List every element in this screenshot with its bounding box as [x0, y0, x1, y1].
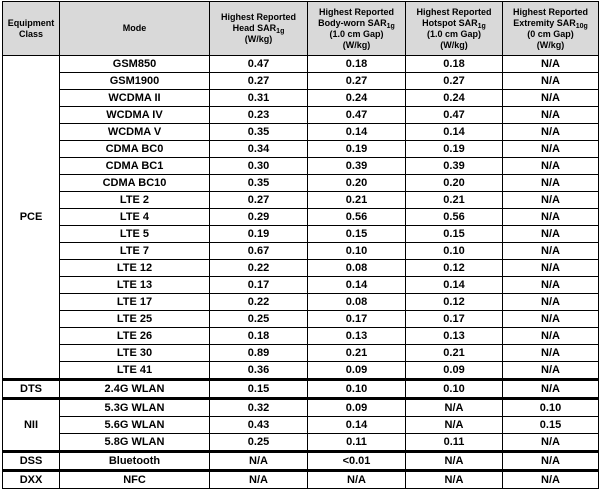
table-row — [3, 226, 599, 243]
table-row — [3, 260, 599, 277]
hotspot-sar-cell: 0.19 — [406, 141, 503, 158]
extremity-sar-cell: N/A — [503, 311, 599, 328]
mode-cell: CDMA BC10 — [60, 175, 210, 192]
head-sar-cell: 0.25 — [210, 434, 308, 452]
extremity-sar-cell: N/A — [503, 107, 599, 124]
head-sar-cell: 0.67 — [210, 243, 308, 260]
hotspot-sar-cell: N/A — [406, 399, 503, 417]
head-sar-cell: 0.17 — [210, 277, 308, 294]
head-sar-cell: 0.27 — [210, 192, 308, 209]
table-row — [3, 362, 599, 380]
header-body-line4: (W/kg) — [342, 39, 371, 50]
body-worn-sar-cell: 0.13 — [308, 328, 406, 345]
header-hotspot-sar-sub: 1g — [477, 22, 486, 30]
table-row — [3, 90, 599, 107]
mode-cell: LTE 30 — [60, 345, 210, 362]
head-sar-cell: 0.35 — [210, 175, 308, 192]
table-row — [3, 311, 599, 328]
table-row — [3, 175, 599, 192]
hotspot-sar-cell: 0.14 — [406, 277, 503, 294]
body-worn-sar-cell: 0.21 — [308, 345, 406, 362]
hotspot-sar-cell: 0.56 — [406, 209, 503, 226]
extremity-sar-cell: N/A — [503, 124, 599, 141]
extremity-sar-cell: N/A — [503, 175, 599, 192]
mode-cell: WCDMA IV — [60, 107, 210, 124]
table-row — [3, 209, 599, 226]
extremity-sar-cell: N/A — [503, 434, 599, 452]
equipment-class-cell: DXX — [3, 471, 60, 489]
header-extremity-line1: Highest Reported — [512, 6, 588, 17]
header-hotspot-sar — [406, 2, 503, 56]
header-head-sar — [210, 2, 308, 56]
head-sar-cell: 0.29 — [210, 209, 308, 226]
body-worn-sar-cell: 0.08 — [308, 294, 406, 311]
table-body — [3, 56, 599, 489]
body-worn-sar-cell: 0.09 — [308, 362, 406, 380]
hotspot-sar-cell: 0.47 — [406, 107, 503, 124]
header-extremity-line2 — [503, 18, 598, 29]
extremity-sar-cell: N/A — [503, 158, 599, 175]
sar-summary-table — [2, 1, 599, 489]
mode-cell: WCDMA V — [60, 124, 210, 141]
header-head-line3: (W/kg) — [244, 34, 273, 44]
head-sar-cell: 0.22 — [210, 260, 308, 277]
table-row — [3, 417, 599, 434]
mode-cell: LTE 13 — [60, 277, 210, 294]
header-hotspot-line4: (W/kg) — [440, 39, 468, 50]
extremity-sar-cell: N/A — [503, 380, 599, 399]
table-row — [3, 158, 599, 175]
hotspot-sar-cell: 0.24 — [406, 90, 503, 107]
header-body-line2 — [308, 18, 405, 29]
mode-cell: LTE 7 — [60, 243, 210, 260]
header-row — [3, 2, 599, 56]
body-worn-sar-cell: 0.15 — [308, 226, 406, 243]
body-worn-sar-cell: N/A — [308, 471, 406, 489]
hotspot-sar-cell: N/A — [406, 471, 503, 489]
head-sar-cell: 0.15 — [210, 380, 308, 399]
head-sar-cell: 0.35 — [210, 124, 308, 141]
extremity-sar-cell: N/A — [503, 328, 599, 345]
header-body-worn-sar — [308, 2, 406, 56]
table-row — [3, 277, 599, 294]
head-sar-cell: 0.23 — [210, 107, 308, 124]
table-row — [3, 452, 599, 471]
extremity-sar-cell: N/A — [503, 209, 599, 226]
header-extremity-sar-label: Extremity SAR — [513, 17, 576, 28]
hotspot-sar-cell: 0.17 — [406, 311, 503, 328]
mode-cell: LTE 41 — [60, 362, 210, 380]
table-row — [3, 380, 599, 399]
extremity-sar-cell: 0.10 — [503, 399, 599, 417]
body-worn-sar-cell: 0.14 — [308, 277, 406, 294]
header-hotspot-line2 — [406, 18, 502, 29]
body-worn-sar-cell: <0.01 — [308, 452, 406, 471]
body-worn-sar-cell: 0.10 — [308, 380, 406, 399]
extremity-sar-cell: N/A — [503, 141, 599, 158]
body-worn-sar-cell: 0.09 — [308, 399, 406, 417]
header-equipment-class-line2: Class — [18, 28, 44, 39]
table-row — [3, 328, 599, 345]
body-worn-sar-cell: 0.14 — [308, 124, 406, 141]
body-worn-sar-cell: 0.24 — [308, 90, 406, 107]
body-worn-sar-cell: 0.17 — [308, 311, 406, 328]
body-worn-sar-cell: 0.47 — [308, 107, 406, 124]
head-sar-cell: 0.19 — [210, 226, 308, 243]
hotspot-sar-cell: N/A — [406, 452, 503, 471]
hotspot-sar-cell: 0.21 — [406, 192, 503, 209]
hotspot-sar-cell: 0.14 — [406, 124, 503, 141]
extremity-sar-cell: N/A — [503, 452, 599, 471]
hotspot-sar-cell: 0.13 — [406, 328, 503, 345]
head-sar-cell: 0.43 — [210, 417, 308, 434]
extremity-sar-cell: N/A — [503, 90, 599, 107]
body-worn-sar-cell: 0.21 — [308, 192, 406, 209]
header-hotspot-sar-label: Hotspot SAR — [422, 17, 478, 28]
head-sar-cell: 0.34 — [210, 141, 308, 158]
extremity-sar-cell: N/A — [503, 56, 599, 73]
body-worn-sar-cell: 0.19 — [308, 141, 406, 158]
header-extremity-sar — [503, 2, 599, 56]
head-sar-cell: 0.47 — [210, 56, 308, 73]
mode-cell: Bluetooth — [60, 452, 210, 471]
hotspot-sar-cell: 0.12 — [406, 260, 503, 277]
mode-cell: 5.3G WLAN — [60, 399, 210, 417]
extremity-sar-cell: N/A — [503, 362, 599, 380]
head-sar-cell: N/A — [210, 471, 308, 489]
table-row — [3, 471, 599, 489]
table-row — [3, 141, 599, 158]
mode-cell: GSM850 — [60, 56, 210, 73]
hotspot-sar-cell: 0.18 — [406, 56, 503, 73]
head-sar-cell: 0.32 — [210, 399, 308, 417]
header-extremity-line4: (W/kg) — [536, 39, 565, 50]
body-worn-sar-cell: 0.08 — [308, 260, 406, 277]
head-sar-cell: 0.31 — [210, 90, 308, 107]
extremity-sar-cell: N/A — [503, 226, 599, 243]
hotspot-sar-cell: 0.21 — [406, 345, 503, 362]
hotspot-sar-cell: 0.11 — [406, 434, 503, 452]
body-worn-sar-cell: 0.18 — [308, 56, 406, 73]
body-worn-sar-cell: 0.39 — [308, 158, 406, 175]
extremity-sar-cell: N/A — [503, 243, 599, 260]
header-equipment-class — [3, 2, 60, 56]
table-row — [3, 56, 599, 73]
head-sar-cell: 0.36 — [210, 362, 308, 380]
header-extremity-line3: (0 cm Gap) — [527, 28, 574, 39]
mode-cell: CDMA BC0 — [60, 141, 210, 158]
table-row — [3, 107, 599, 124]
extremity-sar-cell: N/A — [503, 192, 599, 209]
mode-cell: LTE 12 — [60, 260, 210, 277]
header-body-sar-label: Body-worn SAR — [318, 17, 387, 28]
table-row — [3, 73, 599, 90]
head-sar-cell: 0.22 — [210, 294, 308, 311]
mode-cell: NFC — [60, 471, 210, 489]
mode-cell: LTE 4 — [60, 209, 210, 226]
head-sar-cell: 0.25 — [210, 311, 308, 328]
mode-cell: 5.8G WLAN — [60, 434, 210, 452]
body-worn-sar-cell: 0.20 — [308, 175, 406, 192]
header-head-line2 — [210, 23, 307, 34]
extremity-sar-cell: N/A — [503, 345, 599, 362]
mode-cell: 5.6G WLAN — [60, 417, 210, 434]
hotspot-sar-cell: 0.10 — [406, 243, 503, 260]
hotspot-sar-cell: 0.15 — [406, 226, 503, 243]
header-head-sar-label: Head SAR — [232, 23, 277, 33]
mode-cell: LTE 5 — [60, 226, 210, 243]
header-head-line1: Highest Reported — [220, 12, 296, 22]
hotspot-sar-cell: 0.10 — [406, 380, 503, 399]
body-worn-sar-cell: 0.56 — [308, 209, 406, 226]
mode-cell: LTE 2 — [60, 192, 210, 209]
hotspot-sar-cell: 0.12 — [406, 294, 503, 311]
header-mode: Mode — [60, 2, 210, 56]
mode-cell: LTE 26 — [60, 328, 210, 345]
table-row — [3, 399, 599, 417]
head-sar-cell: 0.30 — [210, 158, 308, 175]
extremity-sar-cell: N/A — [503, 260, 599, 277]
header-body-line1: Highest Reported — [318, 6, 394, 17]
hotspot-sar-cell: 0.39 — [406, 158, 503, 175]
header-body-sar-sub: 1g — [386, 22, 395, 30]
table-header — [3, 2, 599, 56]
extremity-sar-cell: 0.15 — [503, 417, 599, 434]
header-equipment-class-line1: Equipment — [7, 17, 55, 28]
table-row — [3, 345, 599, 362]
body-worn-sar-cell: 0.10 — [308, 243, 406, 260]
mode-cell: 2.4G WLAN — [60, 380, 210, 399]
mode-cell: LTE 25 — [60, 311, 210, 328]
table-row — [3, 243, 599, 260]
mode-cell: GSM1900 — [60, 73, 210, 90]
header-extremity-sar-sub: 10g — [575, 22, 588, 30]
body-worn-sar-cell: 0.27 — [308, 73, 406, 90]
header-body-line3: (1.0 cm Gap) — [329, 28, 384, 39]
table-row — [3, 192, 599, 209]
header-head-sar-sub: 1g — [276, 28, 285, 35]
body-worn-sar-cell: 0.14 — [308, 417, 406, 434]
head-sar-cell: N/A — [210, 452, 308, 471]
hotspot-sar-cell: 0.27 — [406, 73, 503, 90]
equipment-class-cell: NII — [3, 399, 60, 452]
mode-cell: WCDMA II — [60, 90, 210, 107]
hotspot-sar-cell: N/A — [406, 417, 503, 434]
table-row — [3, 294, 599, 311]
head-sar-cell: 0.89 — [210, 345, 308, 362]
extremity-sar-cell: N/A — [503, 73, 599, 90]
mode-cell: LTE 17 — [60, 294, 210, 311]
header-hotspot-line1: Highest Reported — [416, 6, 492, 17]
equipment-class-cell: DTS — [3, 380, 60, 399]
hotspot-sar-cell: 0.20 — [406, 175, 503, 192]
table-row — [3, 434, 599, 452]
equipment-class-cell: DSS — [3, 452, 60, 471]
hotspot-sar-cell: 0.09 — [406, 362, 503, 380]
header-hotspot-line3: (1.0 cm Gap) — [426, 28, 482, 39]
extremity-sar-cell: N/A — [503, 471, 599, 489]
table-row — [3, 124, 599, 141]
extremity-sar-cell: N/A — [503, 294, 599, 311]
extremity-sar-cell: N/A — [503, 277, 599, 294]
head-sar-cell: 0.27 — [210, 73, 308, 90]
head-sar-cell: 0.18 — [210, 328, 308, 345]
body-worn-sar-cell: 0.11 — [308, 434, 406, 452]
equipment-class-cell: PCE — [3, 56, 60, 380]
mode-cell: CDMA BC1 — [60, 158, 210, 175]
